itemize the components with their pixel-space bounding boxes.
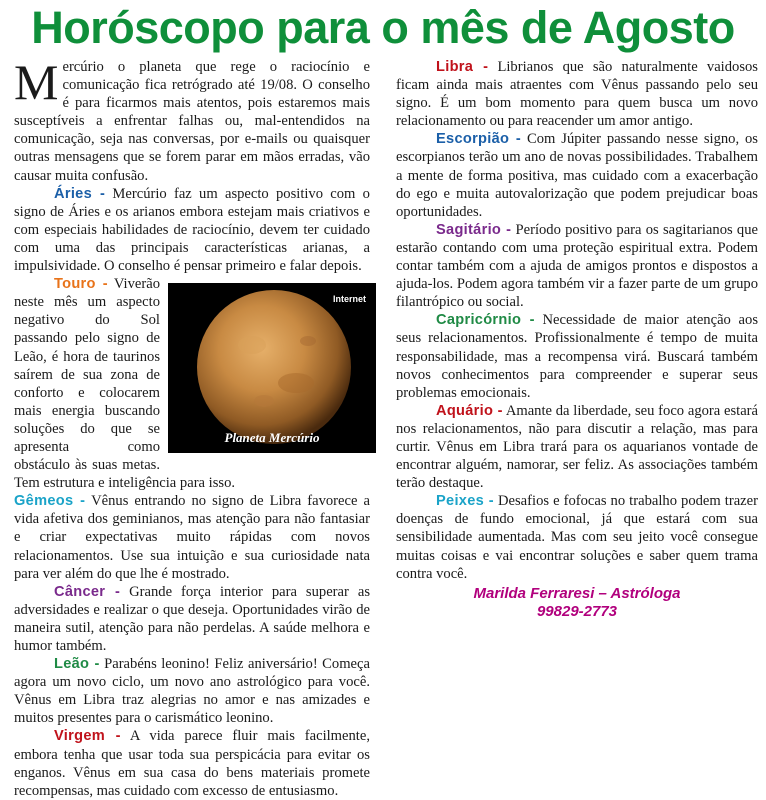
sign-title-aquario: Aquário - [436,402,503,419]
sign-text-capricornio: Necessidade de maior atenção aos seus relacionamentos. Profissionalmente é tempo de muita responsabilidade, mas a recompensa virá. Buscará também novos conhecimentos para compreender e superar seus problemas emocionais. [396,312,758,401]
page-title: Horóscopo para o mês de Agosto [31,2,735,53]
libra-paragraph [396,58,758,130]
photo-source-label: Internet [332,294,366,305]
sign-text-escorpiao: Com Júpiter passando nesse signo, os escorpianos terão um ano de novas possibilidades. Trabalhem a mente de forma positiva, mas cuidado com a exacerbação do ego e muita autovalorização que podem prejudicar boas oportunidades. [396,131,758,220]
leao-paragraph [14,655,370,727]
aries-paragraph [14,185,370,275]
cancer-paragraph [14,583,370,655]
sign-text-gemeos: Vênus entrando no signo de Libra favorece a vida afetiva dos geminianos, mas atenção para não fantasiar e criar expectativas muito rápidas com novos relacionamentos. Use sua intuição e sua curiosidade nata para ver além do que lhe é mostrado. [14,493,370,582]
capricornio-paragraph [396,311,758,401]
sign-title-peixes: Peixes - [436,493,494,510]
sign-text-aquario: Amante da liberdade, seu foco agora estará nos relacionamentos, não para discutir a relação, mas para curtir. Vênus em Libra trará para os aquarianos vontade de encontrar alguém, namorar, ser feliz. As associações também terão destaque. [396,402,759,492]
sign-text-cancer: Grande força interior para superar as adversidades e realizar o que deseja. Oportunidades virão de maneira sutil, atenção para não perdelas. A saúde melhora e humor também. [14,583,370,654]
sign-title-cancer: Câncer - [54,583,121,600]
photo-caption: Planeta Mercúrio [224,430,320,446]
sign-text-touro: Viverão neste mês um aspecto negativo do Sol passando pelo signo de Leão, é hora de taurinos saírem de sua zona de conforto e colocarem mais energia buscando soluções do que se apresenta como obstáculo às suas metas. Tem estrutura e inteligência para isso. [14,276,236,492]
sign-text-virgem: A vida parece fluir mais facilmente, embora tenha que usar toda sua perspicácia para evitar os enganos. Vênus em sua casa do bens materiais promete recompensas, mas cuidado com excesso de entusiasmo. [14,728,370,799]
sign-title-gemeos: Gêmeos - [14,493,86,510]
peixes-paragraph [396,492,758,582]
sign-text-libra: Librianos que são naturalmente vaidosos ficam ainda mais atraentes com Vênus passando pelo seu signo. É um bom momento para quem busca um novo relacionamento ou para reacender um amor antigo. [396,59,758,130]
left-column [14,54,370,800]
drop-cap: M [14,54,59,110]
sign-text-sagitario: Período positivo para os sagitarianos que estarão contando com uma proteção espiritual extra. Podem contar também com a ajuda de amigos prontos e dispostos a ajuda-los. Podem agora também vir a fazer parte de um grupo filantrópico ou social. [396,221,758,311]
author-signature [396,585,758,621]
sign-title-touro: Touro - [54,276,108,293]
sign-title-escorpiao: Escorpião - [436,131,522,148]
sign-text-peixes: Desafios e fofocas no trabalho podem trazer doenças de fundo emocional, já que estará com sua sensibilidade aumentada. Mas com seu jeito você consegue muitas coisas e vai encontrar soluções e saber quem trama contra você. [396,493,758,582]
sign-title-virgem: Virgem - [54,728,121,745]
sign-text-aries: Mercúrio faz um aspecto positivo com o signo de Áries e os arianos embora estejam mais criativos e com especiais habilidades de raciocínio, devem ter cuidado com uma das principais características arianas, a impulsividade. O conselho é pensar primeiro e falar depois. [14,185,370,275]
planet-mercury-image [168,283,376,453]
right-column [396,58,758,621]
virgem-paragraph [14,727,370,799]
sign-title-sagitario: Sagitário - [436,221,512,238]
planet-photo [168,283,376,453]
sagitario-paragraph [396,221,758,311]
author-name: Marilda Ferraresi – Astróloga [473,584,681,602]
sign-title-leao: Leão - [54,656,100,673]
sign-title-aries: Áries - [54,185,106,202]
intro-text: ercúrio o planeta que rege o raciocínio e comunicação fica retrógrado até 19/08. O conselho é para ficarmos mais atentos, pois estaremos mais susceptíveis a enfrentar falhas ou, mal-entendidos na comunicação, seja nas conversas, por e-mails ou quaisquer outras mensagens que se forem parar em mãos erradas, vão causar muita confusão. [14,59,370,184]
aquario-paragraph [396,402,758,492]
sign-title-capricornio: Capricórnio - [436,312,535,329]
sign-title-libra: Libra - [436,59,489,75]
gemeos-paragraph [14,492,370,582]
author-phone: 99829-2773 [536,602,618,620]
escorpiao-paragraph [396,130,758,220]
sign-text-leao: Parabéns leonino! Feliz aniversário! Começa agora um novo ciclo, um novo ano astrológico para você. Vênus em Libra traz alegrias no amor e nas amizades e muitos presentes para o carismático leonino. [14,656,370,727]
intro-paragraph [14,54,370,185]
